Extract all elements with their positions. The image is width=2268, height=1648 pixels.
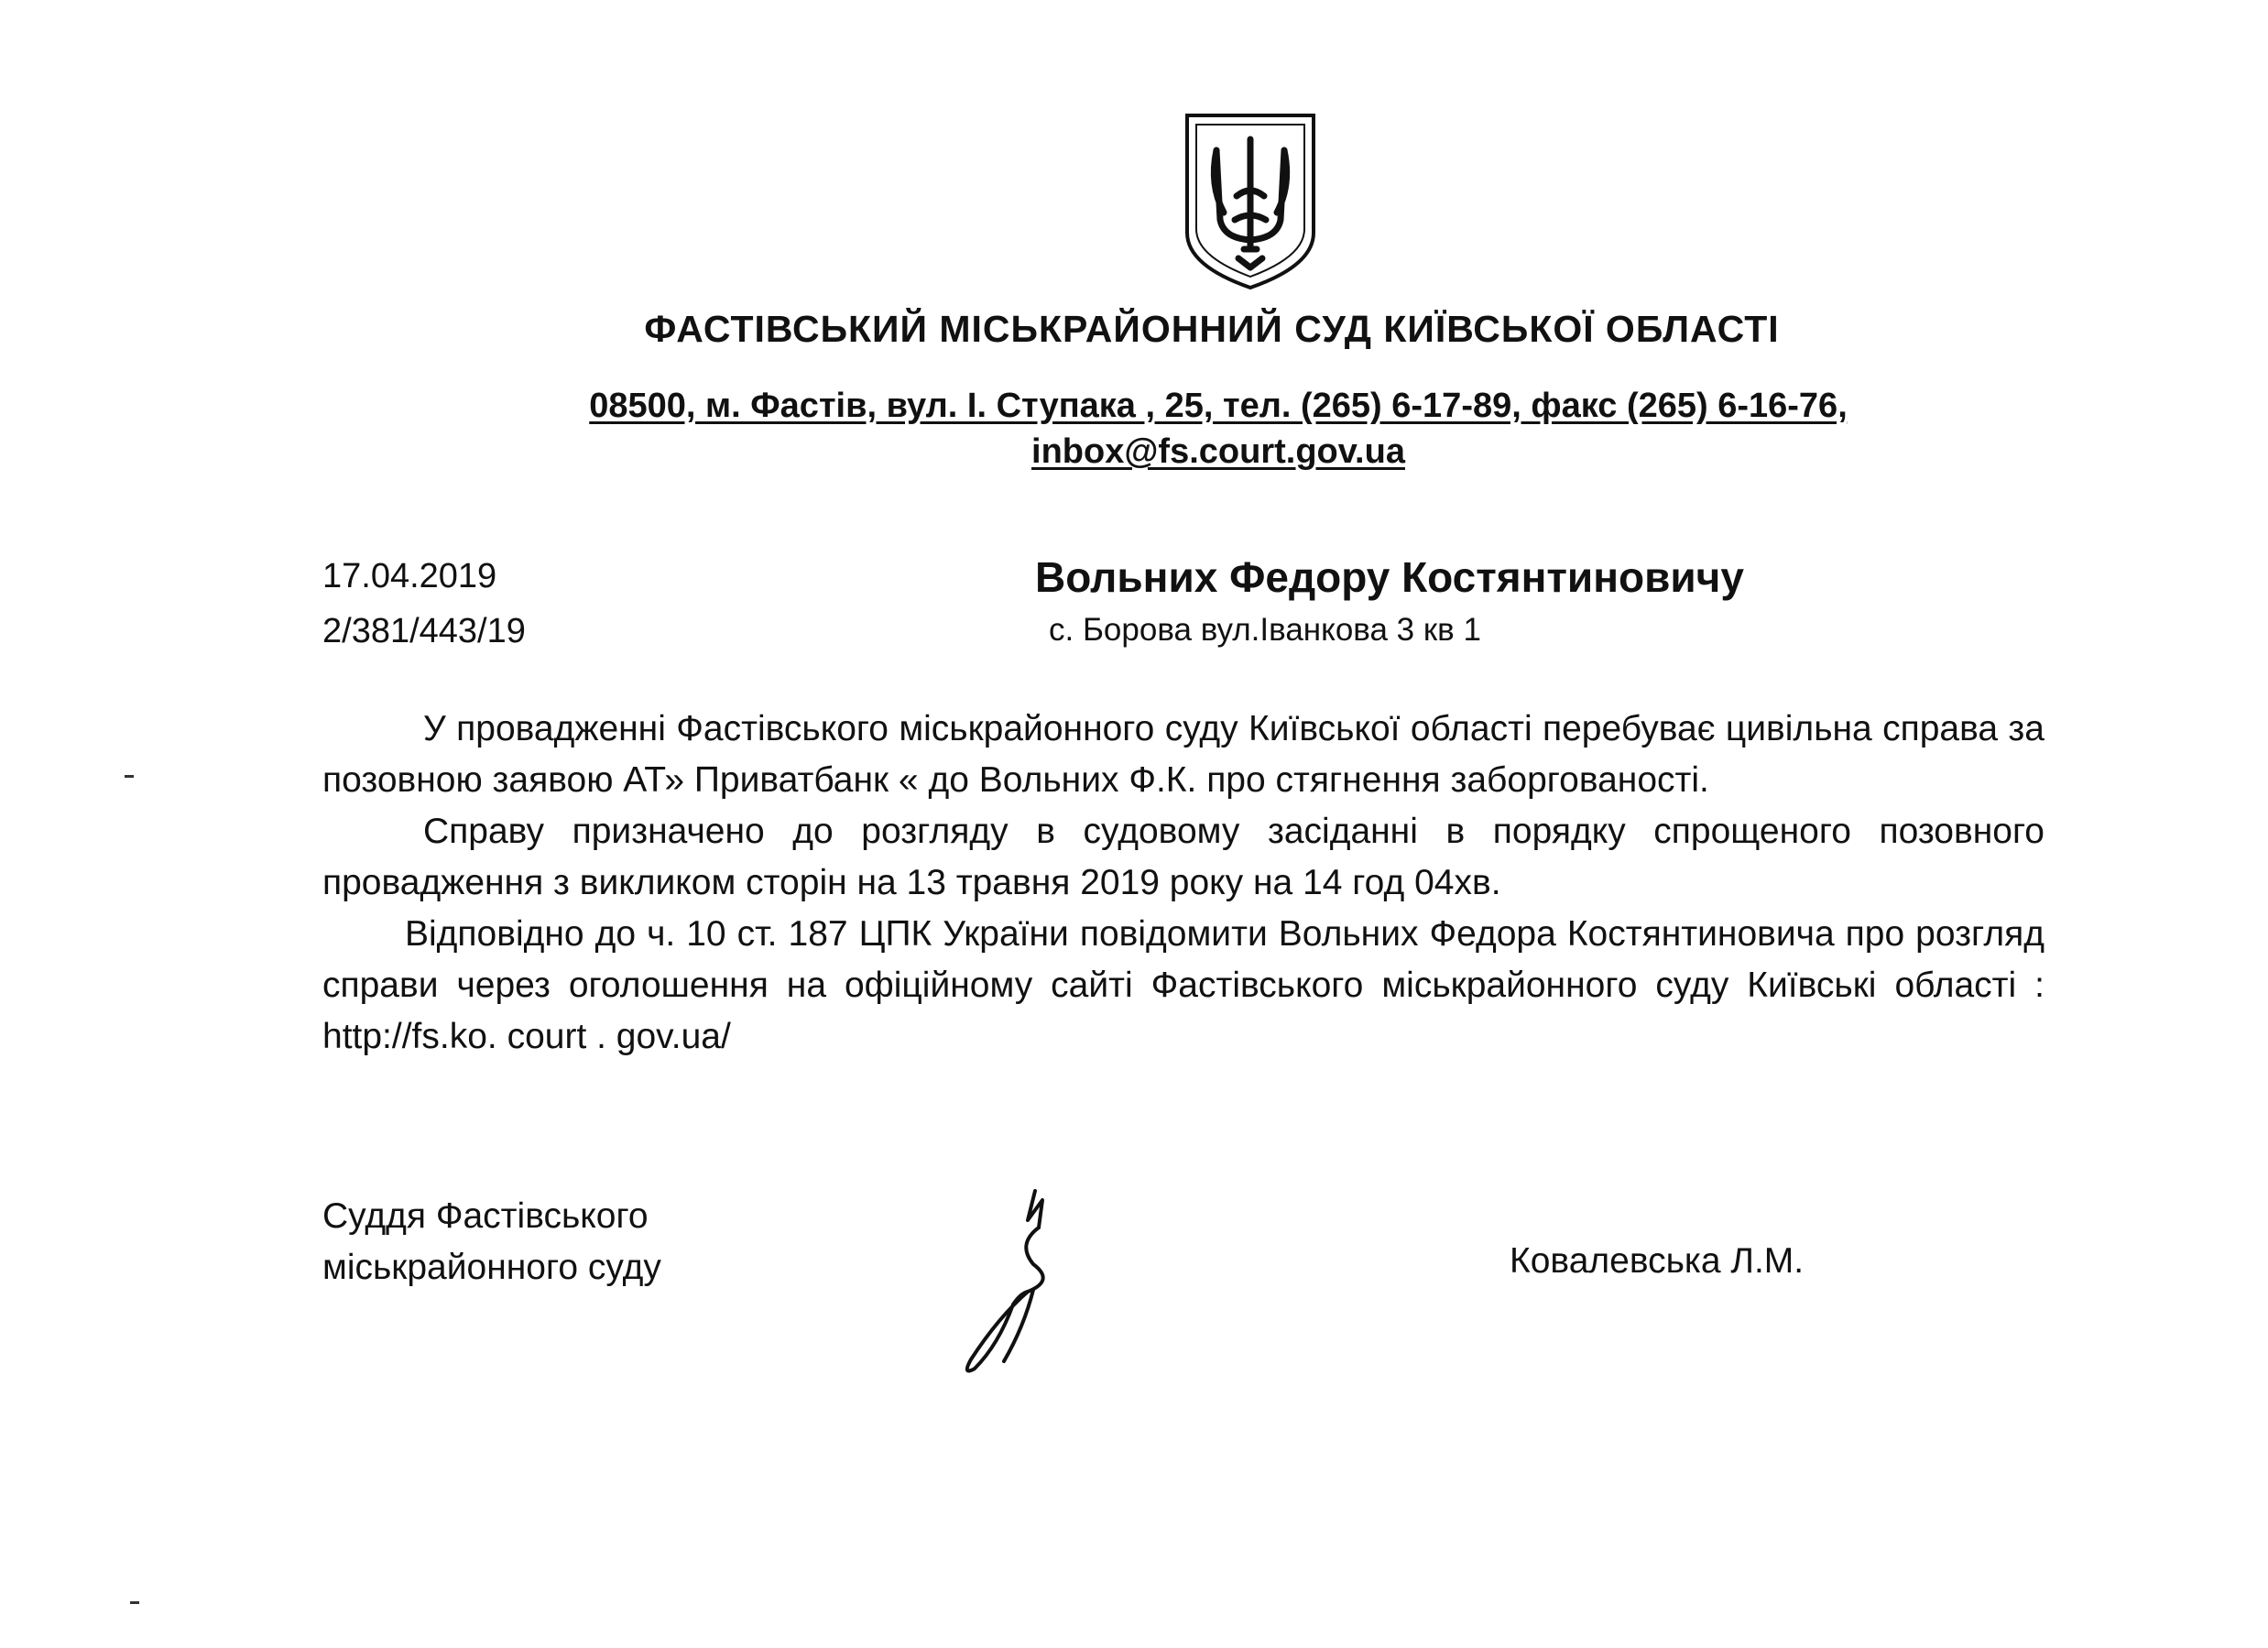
body-paragraph-1: У провадженні Фастівського міськрайонного суду Київської області перебуває цивільна справа за позовною заявою АТ» Приватбанк « до Вольних Ф.К. про стягнення заборгованості. <box>322 709 2044 800</box>
court-name-heading: ФАСТІВСЬКИЙ МІСЬКРАЙОННИЙ СУД КИЇВСЬКОЇ ОБЛАСТІ <box>644 308 1780 350</box>
judge-title-line-2: міськрайонного суду <box>322 1248 661 1287</box>
judge-title <box>322 1191 661 1293</box>
body-paragraph-2: Справу призначено до розгляду в судовому засіданні в порядку спрощеного позовного провадження з викликом сторін на 13 травня 2019 року на 14 год 04хв. <box>322 812 2044 902</box>
scan-mark <box>130 1601 139 1604</box>
trident-coat-of-arms-icon <box>1182 112 1319 291</box>
letter-date: 17.04.2019 <box>322 557 497 595</box>
case-number: 2/381/443/19 <box>322 612 526 650</box>
addressee-address: с. Борова вул.Іванкова 3 кв 1 <box>1049 612 1481 648</box>
scan-mark <box>125 775 134 778</box>
court-email-link[interactable]: inbox@fs.court.gov.ua <box>1031 432 1405 471</box>
court-address <box>440 383 1997 475</box>
judge-name: Ковалевська Л.М. <box>1510 1241 1805 1281</box>
letter-body <box>322 704 2044 1063</box>
body-paragraph-3: Відповідно до ч. 10 ст. 187 ЦПК України повідомити Вольних Федора Костянтиновича про розгляд справи через оголошення на офіційному сайті Фастівського міськрайонного суду Київські області : http://fs.ko. court . gov.ua/ <box>322 914 2044 1056</box>
addressee-name: Вольних Федору Костянтиновичу <box>1035 553 1744 601</box>
handwritten-signature-icon <box>925 1180 1090 1381</box>
court-address-line: 08500, м. Фастів, вул. І. Ступака , 25, тел. (265) 6-17-89, факс (265) 6-16-76, <box>589 387 1848 425</box>
judge-title-line-1: Суддя Фастівського <box>322 1196 649 1236</box>
